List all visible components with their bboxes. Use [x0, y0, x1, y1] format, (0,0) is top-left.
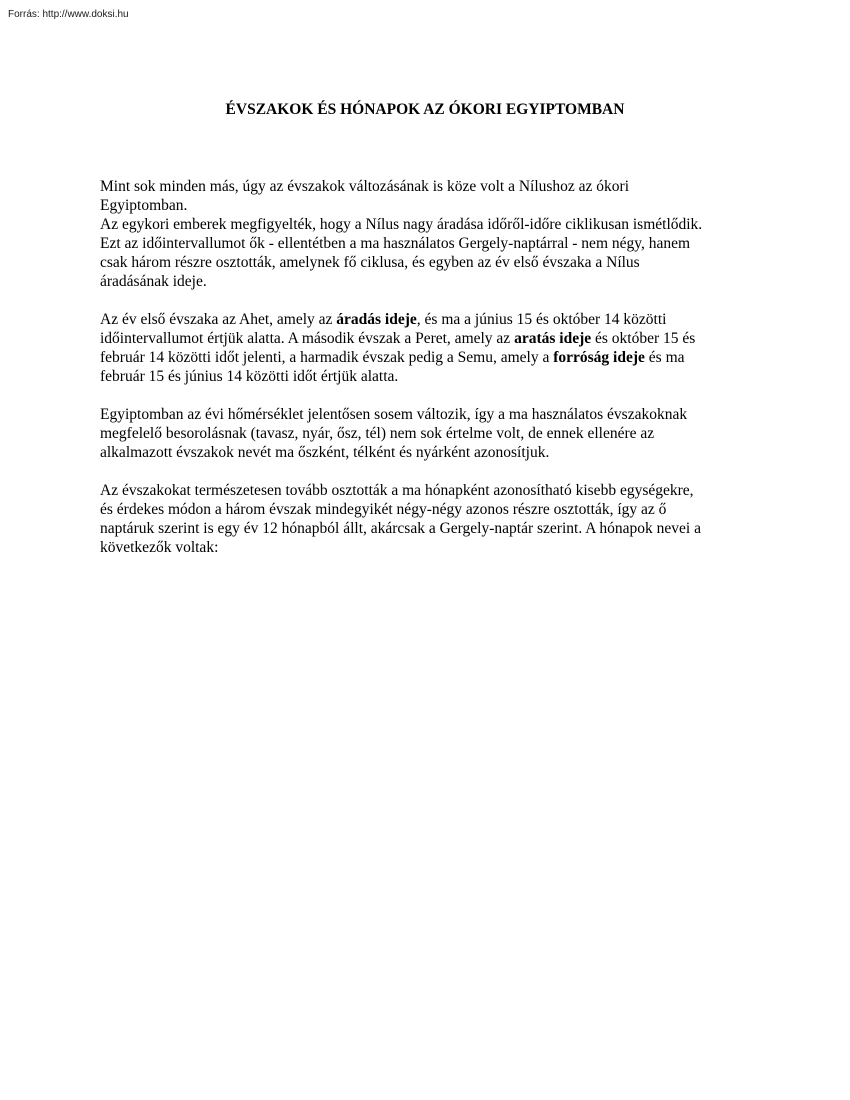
text-segment: , és ma a június 15 és október 14 közötti: [416, 311, 667, 328]
text-segment: és ma: [644, 349, 685, 366]
text-line: alkalmazott évszakok nevét ma őszként, télként és nyárként azonosítjuk.: [100, 444, 550, 461]
bold-term-flood: áradás ideje: [336, 311, 417, 328]
text-line: következők voltak:: [100, 539, 219, 556]
paragraph-seasons: [100, 310, 755, 386]
text-line: Egyiptomban az évi hőmérséklet jelentősen sosem változik, így a ma használatos évszakoknak: [100, 406, 688, 423]
text-line: csak három részre osztották, amelynek fő ciklusa, és egyben az év első évszaka a Nílus: [100, 254, 640, 271]
paragraph-intro: [100, 177, 755, 291]
text-line: Az egykori emberek megfigyelték, hogy a Nílus nagy áradása időről-időre ciklikusan ismétlődik.: [100, 216, 703, 233]
source-attribution: Forrás: http://www.doksi.hu: [8, 9, 129, 20]
text-line: Ezt az időintervallumot ők - ellentétben a ma használatos Gergely-naptárral - nem négy, hanem: [100, 235, 691, 252]
paragraph-temperature: [100, 405, 755, 462]
text-line: február 15 és június 14 közötti időt értjük alatta.: [100, 368, 399, 385]
text-line: megfelelő besorolásnak (tavasz, nyár, ősz, tél) nem sok értelme volt, de ennek ellenére az: [100, 425, 655, 442]
bold-term-harvest: aratás ideje: [514, 330, 592, 347]
text-line: Egyiptomban.: [100, 197, 188, 214]
text-line: [100, 310, 755, 329]
bold-term-heat: forróság ideje: [553, 349, 645, 366]
document-body: [100, 177, 755, 576]
text-line: áradásának ideje.: [100, 273, 207, 290]
text-segment: Az év első évszaka az Ahet, amely az: [100, 311, 337, 328]
text-segment: és október 15 és: [591, 330, 696, 347]
text-segment: február 14 közötti időt jelenti, a harmadik évszak pedig a Semu, amely a: [100, 349, 554, 366]
text-line: Mint sok minden más, úgy az évszakok változásának is köze volt a Nílushoz az ókori: [100, 178, 630, 195]
text-line: [100, 348, 755, 367]
document-title: ÉVSZAKOK ÉS HÓNAPOK AZ ÓKORI EGYIPTOMBAN: [225, 101, 625, 118]
text-segment: időintervallumot értjük alatta. A második évszak a Peret, amely az: [100, 330, 515, 347]
text-line: és érdekes módon a három évszak mindegyikét négy-négy azonos részre osztották, így az ő: [100, 501, 667, 518]
text-line: [100, 329, 755, 348]
text-line: Az évszakokat természetesen tovább osztották a ma hónapként azonosítható kisebb egységekre,: [100, 482, 694, 499]
text-line: naptáruk szerint is egy év 12 hónapból állt, akárcsak a Gergely-naptár szerint. A hónapok nevei a: [100, 520, 701, 537]
paragraph-months: [100, 481, 755, 557]
